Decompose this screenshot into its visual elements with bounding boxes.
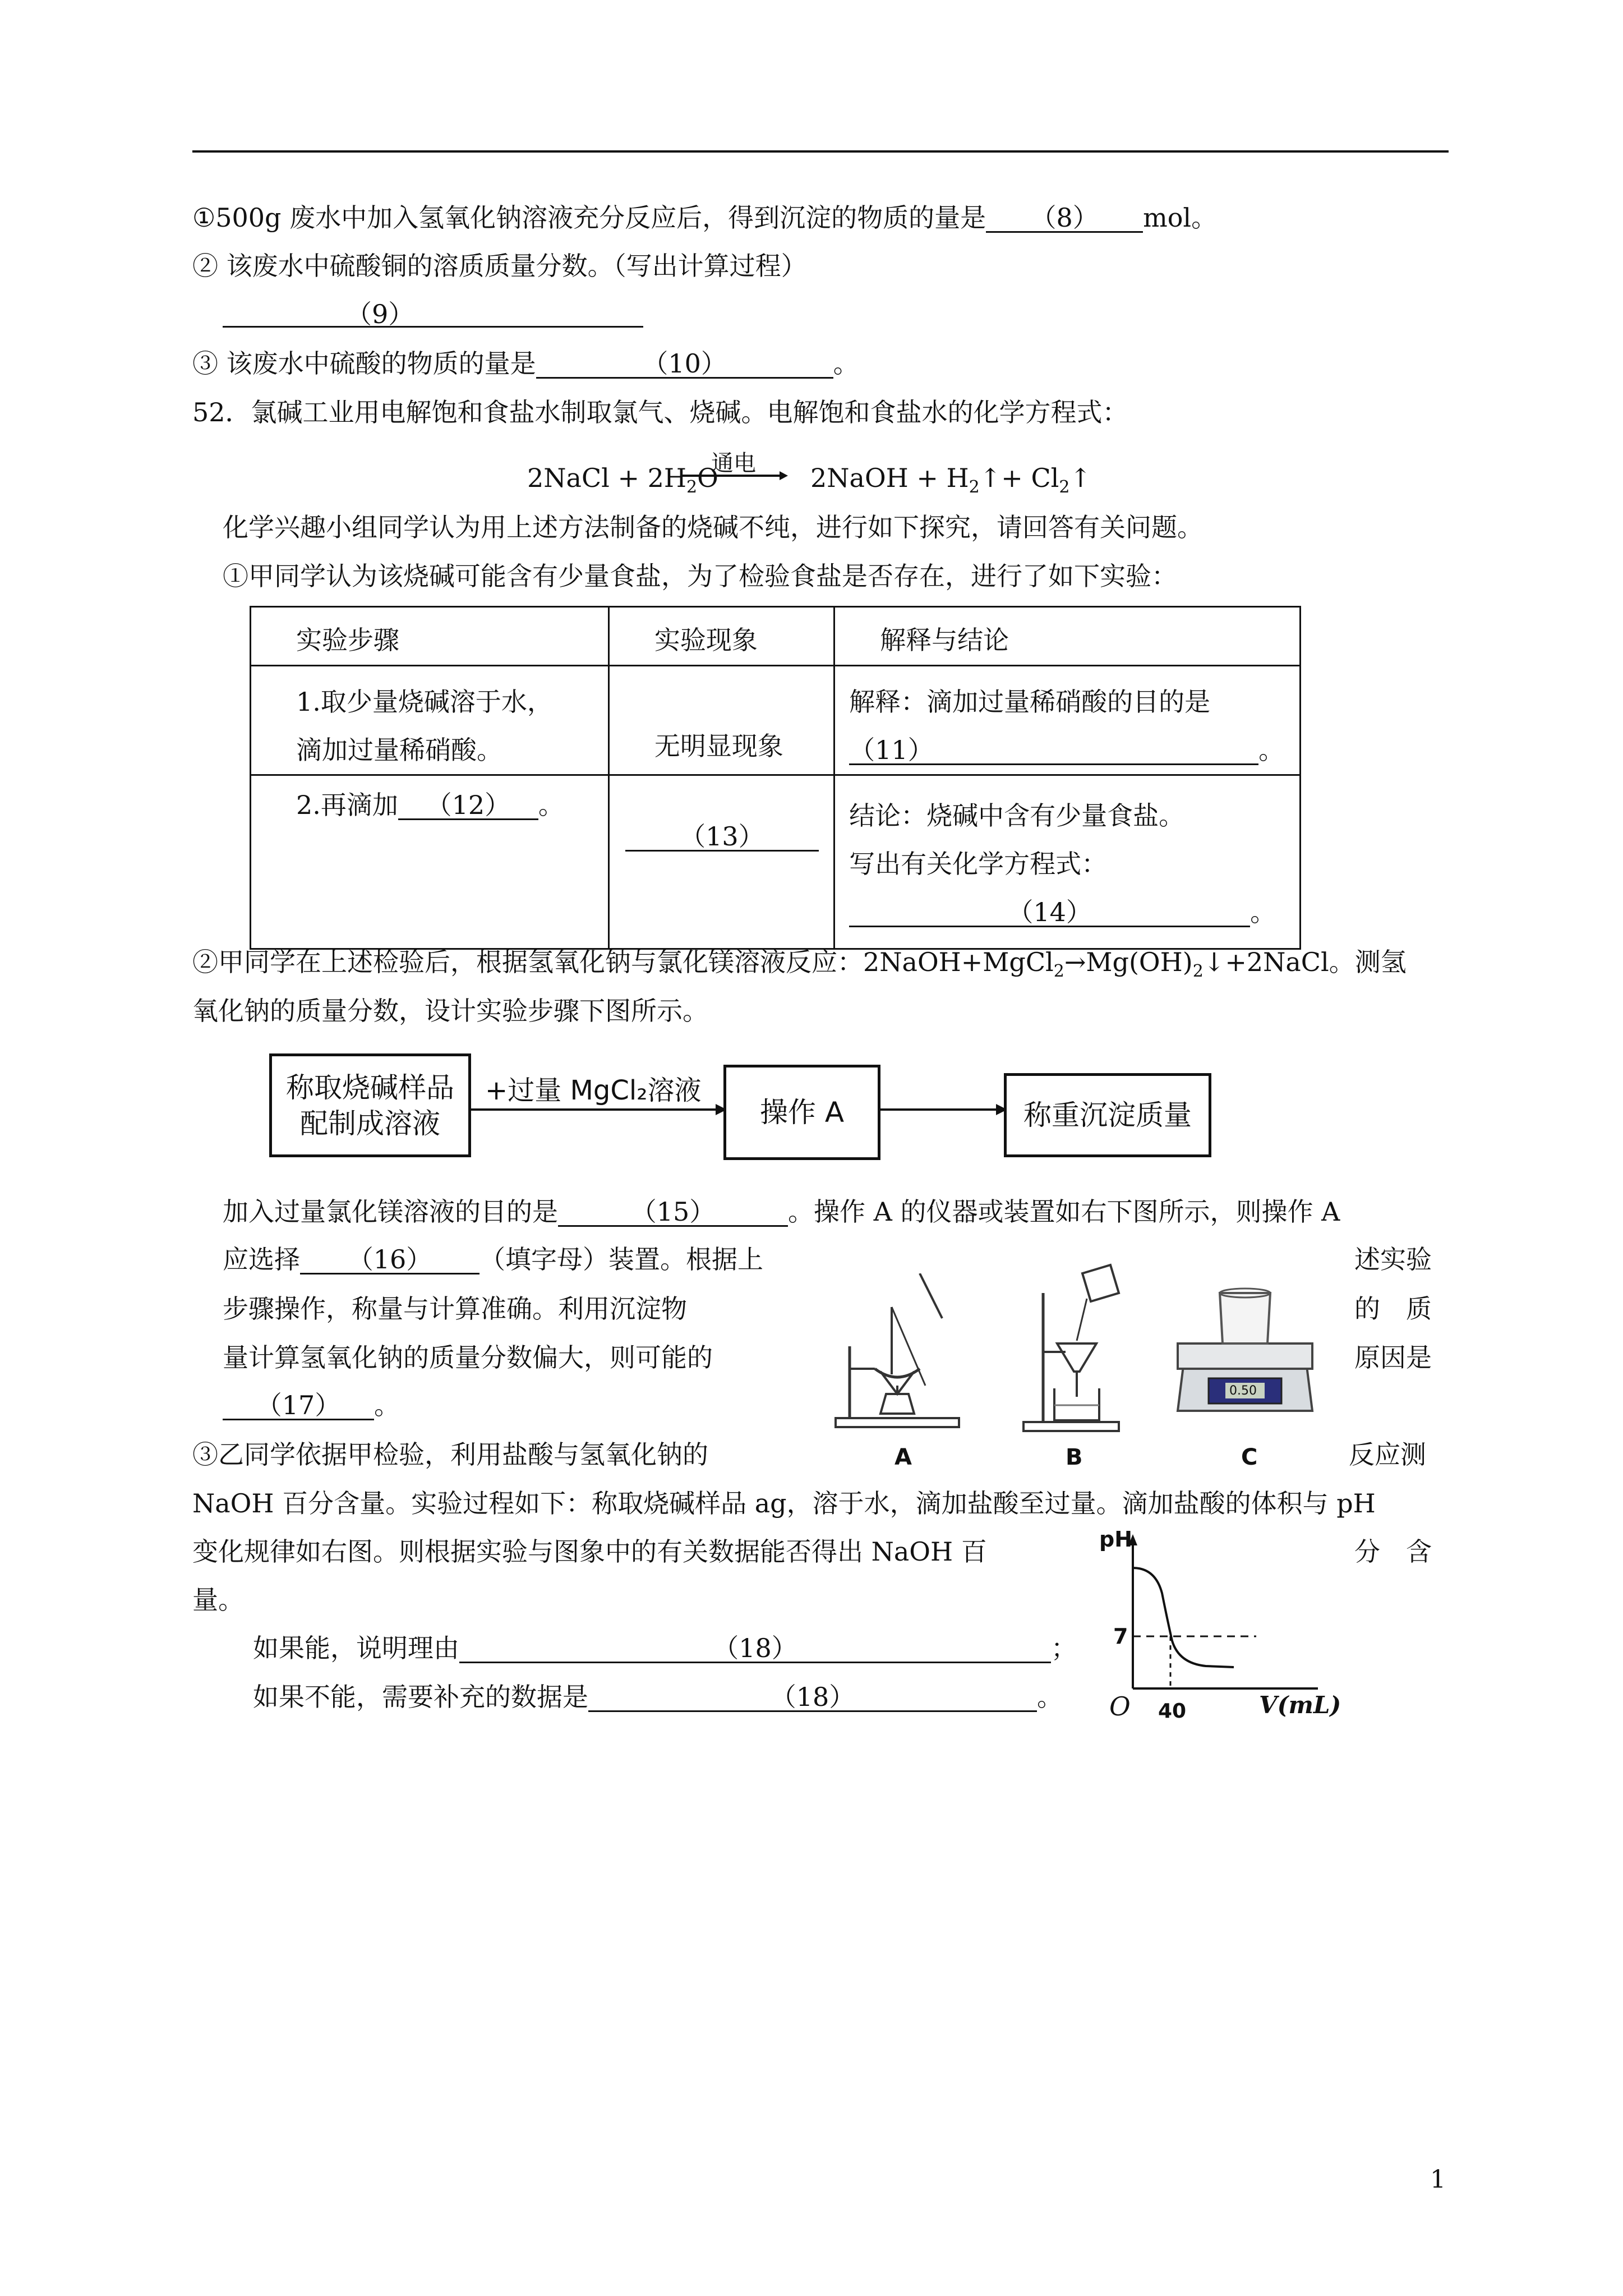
answer-blank-13[interactable]: （13） <box>625 821 819 852</box>
text-line: 量计算氢氧化钠的质量分数偏大，则可能的 <box>223 1342 713 1373</box>
apparatus-label-b: B <box>1066 1444 1083 1470</box>
answer-blank-11[interactable]: （11） <box>849 734 1258 765</box>
text-right-fragment: 反应测 <box>1349 1439 1426 1470</box>
part3-line1: ③乙同学依据甲检验，利用盐酸与氢氧化钠的 <box>192 1439 708 1470</box>
part2-line2: 氧化钠的质量分数，设计实验步骤下图所示。 <box>192 996 708 1026</box>
text-right-fragment: 述实验 <box>1354 1244 1432 1274</box>
part3-line4: 量。 <box>192 1585 244 1615</box>
apparatus-a-illustration <box>830 1273 970 1436</box>
answer-blank-16[interactable]: （16） <box>300 1244 479 1274</box>
apparatus-b-illustration <box>1021 1262 1127 1436</box>
text-right-fragment: 分 含 <box>1354 1536 1432 1567</box>
graph-origin: O <box>1109 1691 1131 1722</box>
graph-x-label: V(mL) <box>1259 1691 1341 1719</box>
answer-blank-18b[interactable]: （18） <box>588 1681 1037 1712</box>
question-15: 加入过量氯化镁溶液的目的是 （15） 。操作 A 的仪器或装置如右下图所示，则操作 A <box>223 1197 1340 1227</box>
table-row1-step: 1.取少量烧碱溶于水， 滴加过量稀硝酸。 <box>251 666 609 775</box>
text-right-fragment: 原因是 <box>1354 1342 1432 1373</box>
equation-products: 2NaOH + $H_2↑+$ $Cl_2↑$ <box>810 463 1092 498</box>
flow-arrow-label: +过量 MgCl₂溶液 <box>485 1075 702 1106</box>
apparatus-label-a: A <box>895 1444 912 1470</box>
answer-blank-17[interactable]: （17） <box>223 1389 374 1420</box>
graph-y-label: pH <box>1099 1527 1133 1552</box>
header-rule <box>192 150 1449 153</box>
answer-blank-14[interactable]: （14） <box>849 896 1250 927</box>
table-row1-phenomenon: 无明显现象 <box>608 666 834 775</box>
answer-blank-8[interactable]: （8） <box>986 202 1143 233</box>
graph-tick-7: 7 <box>1113 1624 1128 1649</box>
table-header-conclusion: 解释与结论 <box>834 607 1301 666</box>
flow-arrow-1 <box>470 1101 728 1118</box>
table-row2-conclusion: 结论：烧碱中含有少量食盐。 写出有关化学方程式： （14） 。 <box>834 775 1301 949</box>
answer-blank-12[interactable]: （12） <box>398 789 538 820</box>
answer-blank-15[interactable]: （15） <box>558 1196 788 1227</box>
answer-blank-18a[interactable]: （18） <box>459 1632 1051 1663</box>
question-52: 52．氯碱工业用电解饱和食盐水制取氯气、烧碱。电解饱和食盐水的化学方程式： <box>192 397 1128 427</box>
reaction-condition: 通电 <box>711 450 756 476</box>
question-9: ② 该废水中硫酸铜的溶质质量分数。（写出计算过程） <box>192 251 807 281</box>
answer-blank-10[interactable]: （10） <box>536 348 833 379</box>
flow-arrow-2 <box>879 1101 1008 1118</box>
balance-display: 0.50 <box>1229 1384 1257 1398</box>
graph-tick-40: 40 <box>1158 1700 1187 1723</box>
flow-box-weigh: 称重沉淀质量 <box>1004 1073 1211 1157</box>
intro-text: 化学兴趣小组同学认为用上述方法制备的烧碱不纯，进行如下探究，请回答有关问题。 <box>223 512 1203 542</box>
answer-blank-9[interactable]: （9） <box>223 298 643 328</box>
apparatus-label-c: C <box>1241 1444 1258 1470</box>
table-row2-phenomenon <box>608 775 834 949</box>
question-16: 应选择 （16） （填字母）装置。根据上 <box>223 1244 763 1274</box>
table-row1-conclusion: 解释：滴加过量稀硝酸的目的是 （11） 。 <box>834 666 1301 775</box>
table-header-step: 实验步骤 <box>251 607 609 666</box>
text-right-fragment: 的 质 <box>1354 1294 1432 1324</box>
question-17: （17） 。 <box>223 1388 400 1422</box>
experiment-table <box>250 606 1301 950</box>
part2-line1: ②甲同学在上述检验后，根据氢氧化钠与氯化镁溶液反应：$2NaOH+MgCl_2\to Mg(OH)_2↓+2NaCl$。测氢 <box>192 947 1407 982</box>
part3-line2: NaOH 百分含量。实验过程如下：称取烧碱样品 ag，溶于水，滴加盐酸至过量。滴加盐酸的体积与 pH <box>192 1488 1376 1519</box>
table-header-phenomenon: 实验现象 <box>608 607 834 666</box>
answer-line-9[interactable] <box>223 297 643 331</box>
part3-line3: 变化规律如右图。则根据实验与图象中的有关数据能否得出 NaOH 百 <box>192 1536 987 1567</box>
text-line: 步骤操作，称量与计算准确。利用沉淀物 <box>223 1294 687 1324</box>
table-row2-step: 2.再滴加 （12） 。 <box>251 775 609 949</box>
question-18-cannot: 如果不能，需要补充的数据是 （18） 。 <box>253 1682 1063 1712</box>
flow-box-sample: 称取烧碱样品 配制成溶液 <box>269 1053 471 1157</box>
question-10: ③ 该废水中硫酸的物质的量是 （10） 。 <box>192 348 859 379</box>
electrolysis-equation: 2NaCl + $2H_2O$ <box>527 463 718 498</box>
page-number: 1 <box>1430 2165 1446 2194</box>
question-18-can: 如果能，说明理由 （18） ； <box>253 1633 1077 1663</box>
question-8: ①500g 废水中加入氢氧化钠溶液充分反应后，得到沉淀的物质的量是 （8） mol。 <box>192 203 1218 233</box>
part1-text: ①甲同学认为该烧碱可能含有少量食盐，为了检验食盐是否存在，进行了如下实验： <box>223 561 1177 591</box>
reaction-arrow <box>681 470 788 481</box>
flow-box-operation-a: 操作 A <box>723 1065 880 1160</box>
